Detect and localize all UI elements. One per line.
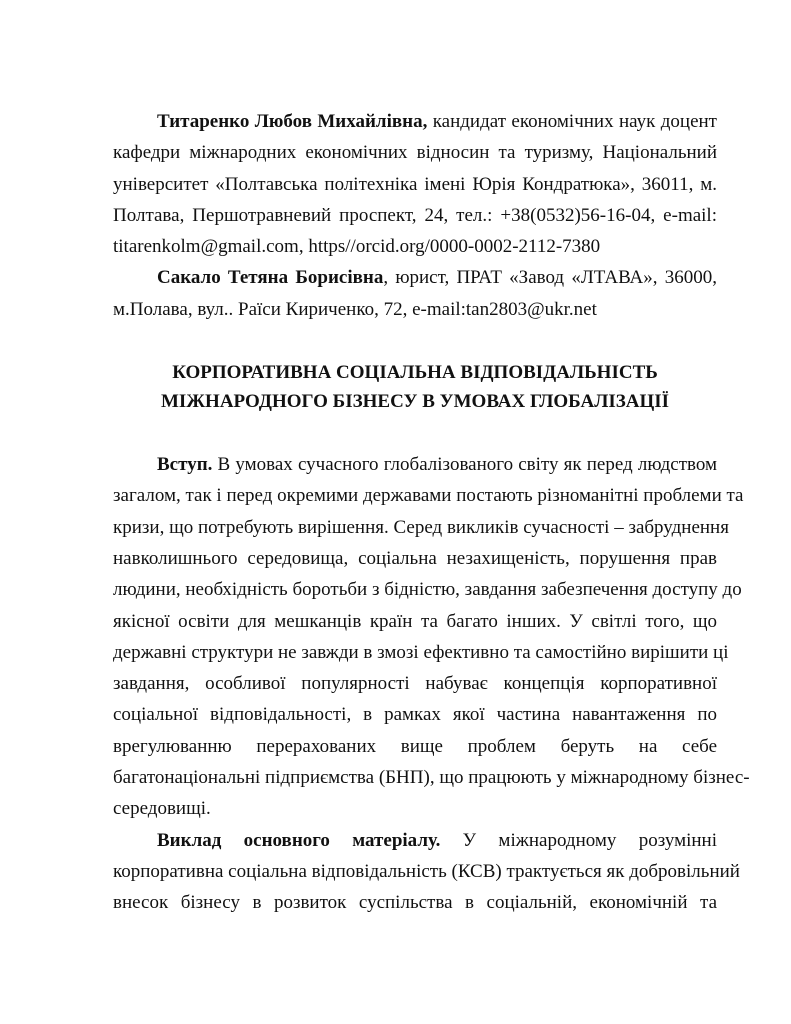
text-line: людини, необхідність боротьби з бідністю, завдання забезпечення доступу до: [113, 579, 742, 601]
text-line: titarenkolm@gmail.com, https//orcid.org/0000-0002-2112-7380: [113, 236, 601, 258]
title-line: МІЖНАРОДНОГО БІЗНЕСУ В УМОВАХ ГЛОБАЛІЗАЦІЇ: [160, 391, 670, 413]
text-line: багатонаціональні підприємства (БНП), що працюють у міжнародному бізнес-: [113, 767, 750, 789]
text-line: внесок бізнесу в розвиток суспільства в соціальній, економічній та: [113, 892, 717, 914]
document-page: [113, 106, 750, 919]
text-line: загалом, так і перед окремими державами постають різноманітні проблеми та: [113, 485, 744, 507]
text-line: Титаренко Любов Михайлівна, кандидат економічних наук доцент: [157, 111, 717, 132]
text-line: державні структури не завжди в змозі ефективно та самостійно вирішити ці: [113, 641, 729, 663]
text-line: врегулюванню перерахованих вище проблем беруть на себе: [113, 735, 717, 757]
section-lead: Виклад основного матеріалу.: [157, 829, 441, 851]
author-block-1: [113, 106, 717, 262]
text-line: завдання, особливої популярності набуває концепція корпоративної: [113, 673, 717, 695]
text-line: соціальної відповідальності, в рамках якої частина навантаження по: [113, 704, 717, 726]
paragraph: [113, 449, 750, 825]
text-line: корпоративна соціальна відповідальність (КСВ) трактується як добровільний: [113, 860, 740, 882]
text-line: університет «Полтавська політехніка імені Юрія Кондратюка», 36011, м.: [113, 173, 717, 195]
author-name: Сакало Тетяна Борисівна: [157, 267, 384, 289]
article-title: [113, 358, 717, 416]
text-line: середовищі.: [113, 798, 211, 820]
text-line: Полтава, Першотравневий проспект, 24, тел.: +38(0532)56-16-04, e-mail:: [113, 204, 717, 226]
title-line: КОРПОРАТИВНА СОЦІАЛЬНА ВІДПОВІДАЛЬНІСТЬ: [172, 362, 658, 384]
text-line: Сакало Тетяна Борисівна, юрист, ПРАТ «Завод «ЛТАВА», 36000,: [157, 267, 717, 289]
text-line: якісної освіти для мешканців країн та багато інших. У світлі того, що: [113, 610, 717, 632]
text-line: Виклад основного матеріалу. У міжнародному розумінні: [157, 829, 717, 851]
text-line: м.Полава, вул.. Раїси Кириченко, 72, e-mail:tan2803@ukr.net: [113, 298, 597, 320]
article-body: [113, 449, 750, 918]
text-line: кафедри міжнародних економічних відносин та туризму, Національний: [113, 142, 717, 164]
section-lead: Вступ.: [157, 454, 213, 476]
paragraph: [113, 825, 740, 919]
author-block-2: [113, 262, 717, 325]
text-line: навколишнього середовища, соціальна незахищеність, порушення прав: [113, 547, 717, 569]
author-name: Титаренко Любов Михайлівна,: [157, 111, 428, 132]
text-line: кризи, що потребують вирішення. Серед викликів сучасності – забруднення: [113, 516, 729, 538]
text-line: Вступ. В умовах сучасного глобалізованого світу як перед людством: [157, 454, 717, 476]
